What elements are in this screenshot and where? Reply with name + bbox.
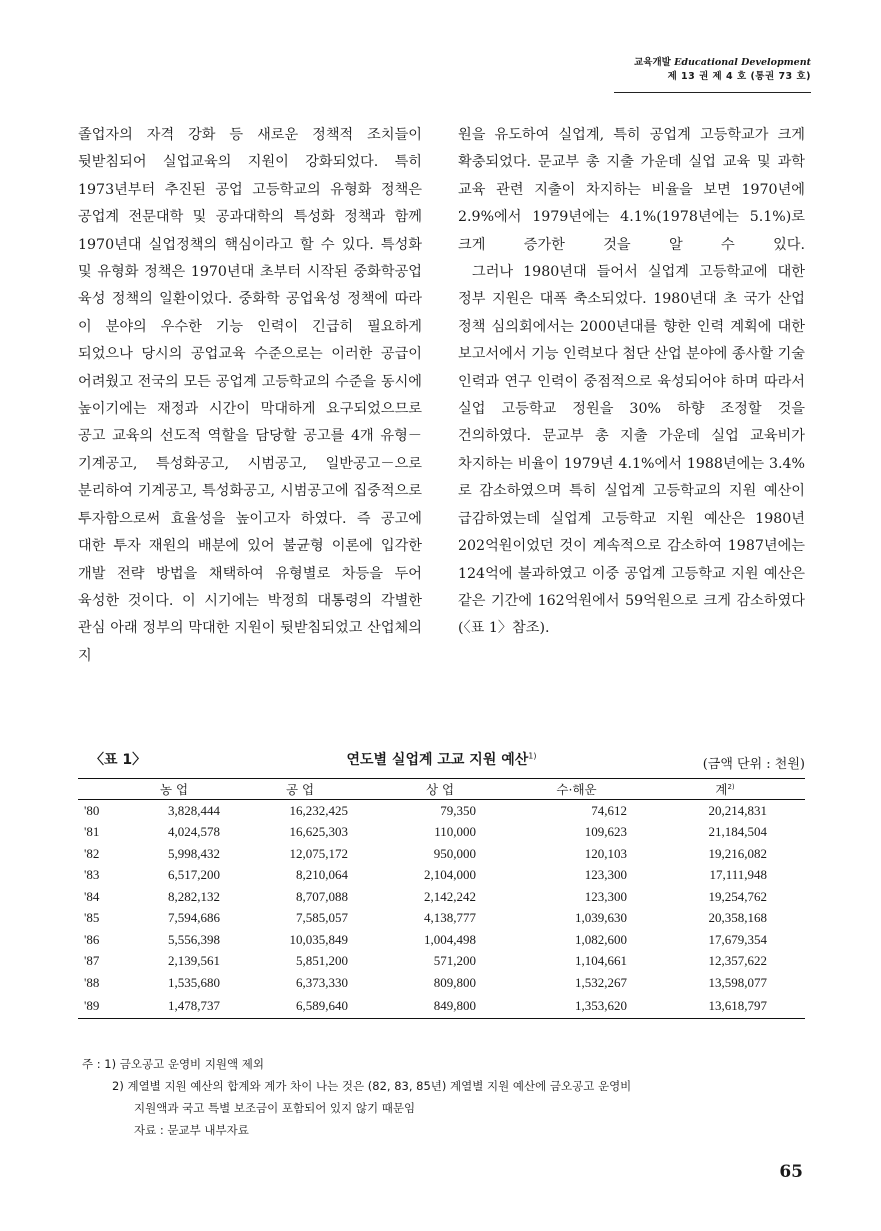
- table-row: [78, 972, 805, 994]
- table-row: [78, 886, 805, 908]
- cell-year: '82: [84, 845, 100, 861]
- journal-issue: 제 13 권 제 4 호 (통권 73 호): [667, 71, 811, 82]
- cell-fisheries: 1,039,630: [575, 910, 627, 926]
- cell-commerce: 4,138,777: [424, 910, 476, 926]
- cell-year: '88: [84, 974, 100, 990]
- cell-industry: 12,075,172: [289, 845, 348, 861]
- cell-year: '85: [84, 910, 100, 926]
- cell-agriculture: 1,478,737: [168, 997, 220, 1013]
- cell-agriculture: 8,282,132: [168, 888, 220, 904]
- cell-total: 20,214,831: [708, 802, 767, 818]
- journal-name: [634, 56, 811, 70]
- cell-total: 19,254,762: [708, 888, 767, 904]
- header-year: [78, 779, 120, 800]
- cell-agriculture: 5,998,432: [168, 845, 220, 861]
- journal-name-ko: 교육개발: [634, 57, 671, 68]
- cell-industry: 8,210,064: [296, 867, 348, 883]
- cell-commerce: 1,004,498: [424, 931, 476, 947]
- journal-name-en: Educational Development: [674, 57, 811, 68]
- cell-industry: 16,232,425: [289, 802, 348, 818]
- note-2-continued: 지원액과 국고 특별 보조금이 포함되어 있지 않기 때문임: [134, 1101, 416, 1115]
- source-note: 자료 : 문교부 내부자료: [134, 1123, 249, 1137]
- cell-commerce: 79,350: [440, 802, 476, 818]
- cell-commerce: 2,104,000: [424, 867, 476, 883]
- cell-commerce: 571,200: [433, 953, 476, 969]
- cell-total: 13,618,797: [708, 997, 767, 1013]
- table-header-row: [78, 779, 805, 800]
- cell-industry: 8,707,088: [296, 888, 348, 904]
- budget-table: [78, 778, 805, 1019]
- cell-agriculture: 5,556,398: [168, 931, 220, 947]
- cell-fisheries: 123,300: [584, 867, 627, 883]
- paragraph: 졸업자의 자격 강화 등 새로운 정책적 조치들이 뒷받침되어 실업교육의 지원이 강화되었다. 특히 1973년부터 추진된 공업 고등학교의 유형화 정책은 공업계 전문대학 및 공과대학의 특성화 정책과 함께 1970년대 실업정책의 핵심이라고 할 수 있다. 특성화 및 유형화 정책은 1970년대 초부터 시작된 중화학공업 육성 정책의 일환이었다. 중화학 공업육성 정책에 따라 이 분야의 우수한 기능 인력이 긴급히 필요하게 되었으나 당시의 공업교육 수준으로는 이러한 공급이 어려웠고 전국의 모든 공업계 고등학교의 수준을 동시에 높이기에는 재정과 시간이 막대하게 요구되었으므로 공고 교육의 선도적 역할을 담당할 공고를 4개 유형－기계공고, 특성화공고, 시범공고, 일반공고－으로 분리하여 기계공고, 특성화공고, 시범공고에 집중적으로 투자함으로써 효율성을 높이고자 하였다. 즉 공고에 대한 투자 재원의 배분에 있어 불균형 이론에 입각한 개발 전략 방법을 채택하여 유형별로 차등을 두어 육성한 것이다. 이 시기에는 박정희 대통령의 각별한 관심 아래 정부의 막대한 지원이 뒷받침되었고 산업체의 지: [78, 127, 422, 664]
- cell-year: '87: [84, 953, 100, 969]
- table-row: [78, 800, 805, 822]
- cell-industry: 16,625,303: [289, 824, 348, 840]
- table-title: [78, 749, 805, 769]
- cell-industry: 10,035,849: [289, 931, 348, 947]
- cell-commerce: 849,800: [433, 997, 476, 1013]
- cell-industry: 7,585,057: [296, 910, 348, 926]
- table-row: [78, 843, 805, 865]
- header-total-footnote-mark: 2): [727, 782, 735, 791]
- paragraph: 원을 유도하여 실업계, 특히 공업계 고등학교가 크게 확충되었다. 문교부 총 지출 가운데 실업 교육 및 과학 교육 관련 지출이 차지하는 비율을 보면 1970년에 2.9%에서 1979년에는 4.1%(1978년에는 5.1%)로 크게 증가한 것을 알 수 있다.: [458, 127, 805, 253]
- cell-year: '86: [84, 931, 100, 947]
- table-row: [78, 908, 805, 930]
- cell-fisheries: 74,612: [591, 802, 627, 818]
- page-number: 65: [779, 1162, 803, 1182]
- cell-year: '89: [84, 997, 100, 1013]
- cell-fisheries: 1,532,267: [575, 974, 627, 990]
- table-row: [78, 822, 805, 844]
- cell-total: 17,679,354: [708, 931, 767, 947]
- table-unit: (금액 단위 : 천원): [702, 757, 805, 772]
- cell-fisheries: 120,103: [584, 845, 627, 861]
- cell-year: '83: [84, 867, 100, 883]
- cell-agriculture: 1,535,680: [168, 974, 220, 990]
- cell-total: 19,216,082: [708, 845, 767, 861]
- cell-agriculture: 3,828,444: [168, 802, 220, 818]
- table-row: [78, 994, 805, 1019]
- cell-total: 13,598,077: [708, 974, 767, 990]
- cell-year: '84: [84, 888, 100, 904]
- header-agriculture: 농 업: [159, 782, 189, 797]
- header-industry: 공 업: [285, 782, 315, 797]
- cell-agriculture: 6,517,200: [168, 867, 220, 883]
- cell-fisheries: 1,104,661: [575, 953, 627, 969]
- cell-commerce: 950,000: [433, 845, 476, 861]
- cell-commerce: 809,800: [433, 974, 476, 990]
- body-column-right: [458, 122, 805, 643]
- cell-total: 12,357,622: [708, 953, 767, 969]
- body-column-left: [78, 122, 422, 670]
- cell-year: '81: [84, 824, 100, 840]
- cell-commerce: 2,142,242: [424, 888, 476, 904]
- cell-total: 21,184,504: [708, 824, 767, 840]
- cell-agriculture: 7,594,686: [168, 910, 220, 926]
- cell-industry: 6,373,330: [296, 974, 348, 990]
- table-notes: [82, 1053, 812, 1141]
- table-row: [78, 929, 805, 951]
- cell-total: 17,111,948: [709, 867, 767, 883]
- header-commerce: 상 업: [425, 782, 455, 797]
- cell-agriculture: 2,139,561: [168, 953, 220, 969]
- table-row: [78, 951, 805, 973]
- header-fisheries: 수·해운: [556, 782, 597, 797]
- table-title-text: 연도별 실업계 고교 지원 예산: [346, 752, 529, 768]
- cell-industry: 5,851,200: [296, 953, 348, 969]
- journal-header: [634, 56, 811, 84]
- note-1: 주 : 1) 금오공고 운영비 지원액 제외: [82, 1057, 265, 1071]
- cell-agriculture: 4,024,578: [168, 824, 220, 840]
- header-total-text: 계: [715, 782, 728, 797]
- cell-fisheries: 1,353,620: [575, 997, 627, 1013]
- table-title-footnote-mark: 1): [528, 751, 537, 761]
- paragraph: 그러나 1980년대 들어서 실업계 고등학교에 대한 정부 지원은 대폭 축소되었다. 1980년대 초 국가 산업 정책 심의회에서는 2000년대를 향한 인력 계획에 대한 보고서에서 기능 인력보다 첨단 산업 분야에 종사할 기술 인력과 연구 인력이 중점적으로 육성되어야 하며 따라서 실업 고등학교 정원을 30% 하향 조정할 것을 건의하였다. 문교부 총 지출 가운데 실업 교육비가 차지하는 비율이 1979년 4.1%에서 1988년에는 3.4%로 감소하였으며 특히 실업계 고등학교의 지원 예산이 급감하였는데 실업계 고등학교 지원 예산은 1980년 202억원이었던 것이 계속적으로 감소하여 1987년에는 124억에 불과하였고 이중 공업계 고등학교 지원 예산은 같은 기간에 162억원에서 59억원으로 크게 감소하였다(〈표 1〉참조).: [458, 264, 805, 637]
- note-2: 2) 계열별 지원 예산의 합계와 계가 차이 나는 것은 (82, 83, 85년) 계열별 지원 예산에 금오공고 운영비: [112, 1079, 632, 1093]
- cell-commerce: 110,000: [434, 824, 476, 840]
- cell-fisheries: 123,300: [584, 888, 627, 904]
- header-total: [645, 779, 805, 800]
- cell-fisheries: 1,082,600: [575, 931, 627, 947]
- table-row: [78, 865, 805, 887]
- cell-industry: 6,589,640: [296, 997, 348, 1013]
- table-number: 〈표 1〉: [90, 752, 147, 768]
- cell-year: '80: [84, 802, 100, 818]
- header-rule: [614, 92, 811, 93]
- cell-total: 20,358,168: [708, 910, 767, 926]
- cell-fisheries: 109,623: [584, 824, 627, 840]
- table-caption: [78, 747, 805, 771]
